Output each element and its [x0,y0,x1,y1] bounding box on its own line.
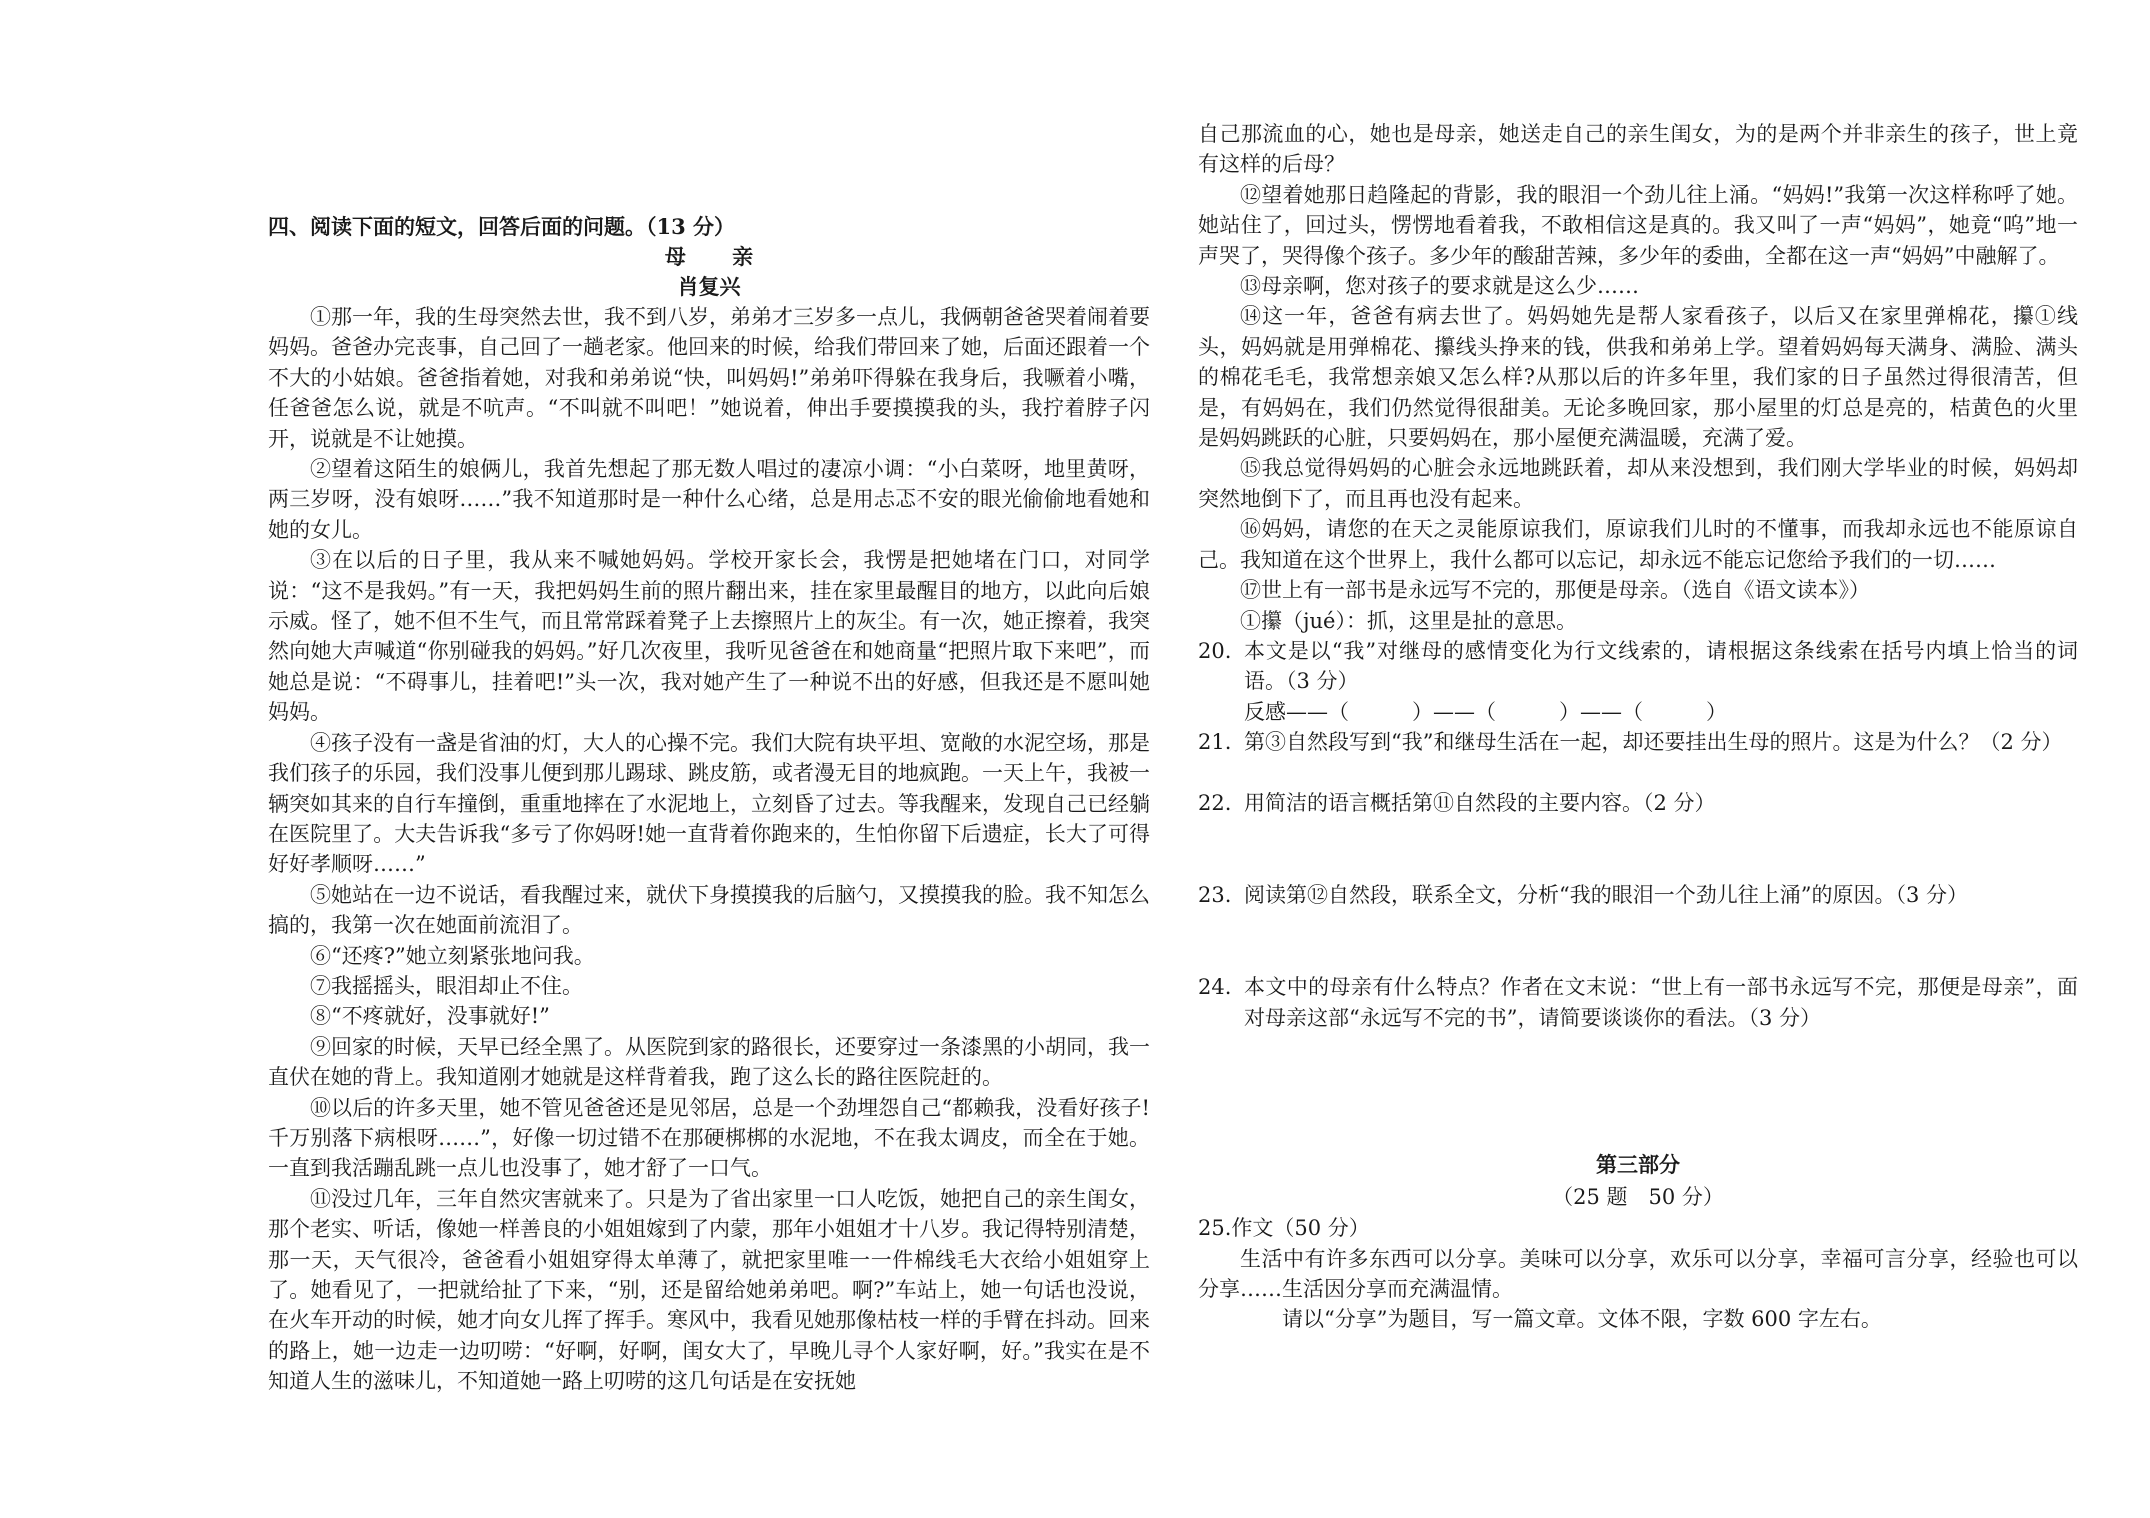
question-text: 第③自然段写到“我”和继母生活在一起，却还要挂出生母的照片。这是为什么？（2 分） [1244,730,2063,755]
paragraph: ⑬母亲啊，您对孩子的要求就是这么少…… [1240,274,1639,299]
paragraph: ⑰世上有一部书是永远写不完的，那便是母亲。（选自《语文读本》） [1240,578,1870,603]
question-number: 20. [1198,638,1232,663]
question-21 [1198,727,2078,757]
answer-space[interactable] [1198,758,2078,788]
question-20 [1198,636,2078,697]
paragraph: ⑧“不疼就好，没事就好!” [310,1004,550,1029]
answer-space[interactable] [1198,910,2078,972]
footnote: ①攥（jué）：抓，这里是扯的意思。 [1240,608,1577,633]
paragraph: ⑩以后的许多天里，她不管见爸爸还是见邻居，总是一个劲埋怨自己“都赖我，没看好孩子!千万别落下病根呀……”，好像一切过错不在那硬梆梆的水泥地，不在我太调皮，而全在于她。一直到我活蹦乱跳一点儿也没事了，她才舒了一口气。 [268,1095,1150,1181]
section-heading: 四、阅读下面的短文，回答后面的问题。（13 分） [268,214,736,239]
paragraph: ①那一年，我的生母突然去世，我不到八岁，弟弟才三岁多一点儿，我俩朝爸爸哭着闹着要妈妈。爸爸办完丧事，自己回了一趟老家。他回来的时候，给我们带回来了她，后面还跟着一个不大的小姑娘。爸爸指着她，对我和弟弟说“快，叫妈妈!”弟弟吓得躲在我身后，我噘着小嘴，任爸爸怎么说，就是不吭声。“不叫就不叫吧！”她说着，伸出手要摸摸我的头，我拧着脖子闪开，说就是不让她摸。 [268,305,1150,451]
answer-space[interactable] [1198,1033,2078,1149]
part3-title: 第三部分 [1596,1152,1680,1178]
answer-blanks [1198,697,2078,727]
essay-prompt: 生活中有许多东西可以分享。美味可以分享，欢乐可以分享，幸福可言分享，经验也可以分享……生活因分享而充满温情。 [1198,1246,2078,1301]
question-text: 阅读第⑫自然段，联系全文，分析“我的眼泪一个劲儿往上涌”的原因。（3 分） [1244,882,1969,907]
question-24 [1198,972,2078,1033]
paragraph: ⑪没过几年，三年自然灾害就来了。只是为了省出家里一口人吃饭，她把自己的亲生闺女，那个老实、听话，像她一样善良的小姐姐嫁到了内蒙，那年小姐姐才十八岁。我记得特别清楚，那一天，天气很冷，爸爸看小姐姐穿得太单薄了，就把家里唯一一件棉线毛大衣给小姐姐穿上了。她看见了，一把就给扯了下来，“别，还是留给她弟弟吧。啊?”车站上，她一句话也没说，在火车开动的时候，她才向女儿挥了挥手。寒风中，我看见她那像枯枝一样的手臂在抖动。回来的路上，她一边走一边叨唠：“好啊，好啊，闺女大了，早晚儿寻个人家好啊，好。”我实在是不知道人生的滋味儿，不知道她一路上叨唠的这几句话是在安抚她 [268,1186,1150,1394]
question-text: 用简洁的语言概括第⑪自然段的主要内容。（2 分） [1244,790,1716,815]
question-number: 24. [1198,975,1232,1000]
paragraph: ③在以后的日子里，我从来不喊她妈妈。学校开家长会，我愣是把她堵在门口，对同学说：“这不是我妈。”有一天，我把妈妈生前的照片翻出来，挂在家里最醒目的地方，以此向后娘示威。怪了，她不但不生气，而且常常踩着凳子上去擦照片上的灰尘。有一次，她正擦着，我突然向她大声喊道“你别碰我的妈妈。”好几次夜里，我听见爸爸在和她商量“把照片取下来吧”，而她总是说：“不碍事儿，挂着吧!”头一次，我对她产生了一种说不出的好感，但我还是不愿叫她妈妈。 [268,548,1150,725]
question-number: 23. [1198,882,1232,907]
question-text: 本文是以“我”对继母的感情变化为行文线索的，请根据这条线索在括号内填上恰当的词语。（3 分） [1244,638,2078,694]
paragraph: ⑨回家的时候，天早已经全黑了。从医院到家的路很长，还要穿过一条漆黑的小胡同，我一直伏在她的背上。我知道刚才她就是这样背着我，跑了这么长的路往医院赶的。 [268,1034,1150,1090]
article-author: 肖复兴 [677,274,741,299]
question-text: 本文中的母亲有什么特点？作者在文末说：“世上有一部书永远写不完，那便是母亲”，面对母亲这部“永远写不完的书”，请简要谈谈你的看法。（3 分） [1244,975,2078,1030]
paragraph: ④孩子没有一盏是省油的灯，大人的心操不完。我们大院有块平坦、宽敞的水泥空场，那是我们孩子的乐园，我们没事儿便到那儿踢球、跳皮筋，或者漫无目的地疯跑。一天上午，我被一辆突如其来的自行车撞倒，重重地摔在了水泥地上，立刻昏了过去。等我醒来，发现自己已经躺在医院里了。大夫告诉我“多亏了你妈呀!她一直背着你跑来的，生怕你留下后遗症，长大了可得好好孝顺呀……” [268,730,1150,877]
paragraph: ⑦我摇摇头，眼泪却止不住。 [310,973,583,998]
part3-subtitle: （25 题 50 分） [1552,1185,1724,1210]
question-22 [1198,788,2078,818]
paragraph: ⑮我总觉得妈妈的心脏会永远地跳跃着，却从来没想到，我们刚大学毕业的时候，妈妈却突然地倒下了，而且再也没有起来。 [1198,456,2078,511]
answer-line[interactable]: 反感——（ ）——（ ）——（ ） [1244,699,1727,724]
question-23 [1198,880,2078,910]
right-column [1198,119,2078,1335]
paragraph: 自己那流血的心，她也是母亲，她送走自己的亲生闺女，为的是两个并非亲生的孩子，世上竟有这样的后母？ [1198,122,2078,177]
paragraph: ⑤她站在一边不说话，看我醒过来，就伏下身摸摸我的后脑勺，又摸摸我的脸。我不知怎么搞的，我第一次在她面前流泪了。 [268,882,1150,938]
paragraph: ②望着这陌生的娘俩儿，我首先想起了那无数人唱过的凄凉小调：“小白菜呀，地里黄呀，两三岁呀，没有娘呀……”我不知道那时是一种什么心绪，总是用忐忑不安的眼光偷偷地看她和她的女儿。 [268,457,1150,542]
essay-instruction: 请以“分享”为题目，写一篇文章。文体不限，字数 600 字左右。 [1282,1307,1882,1332]
question-25-label: 25.作文（50 分） [1198,1216,1370,1241]
left-column [268,212,1150,1397]
paragraph: ⑥“还疼?”她立刻紧张地问我。 [310,943,595,968]
article-title: 母亲 [664,244,800,269]
paragraph: ⑯妈妈，请您的在天之灵能原谅我们，原谅我们儿时的不懂事，而我却永远也不能原谅自己。我知道在这个世界上，我什么都可以忘记，却永远不能忘记您给予我们的一切…… [1198,517,2078,572]
question-number: 21. [1198,730,1232,755]
paragraph: ⑫望着她那日趋隆起的背影，我的眼泪一个劲儿往上涌。“妈妈!”我第一次这样称呼了她。她站住了，回过头，愣愣地看着我，不敢相信这是真的。我又叫了一声“妈妈”，她竟“呜”地一声哭了，哭得像个孩子。多少年的酸甜苦辣，多少年的委曲，全都在这一声“妈妈”中融解了。 [1198,182,2078,268]
paragraph: ⑭这一年，爸爸有病去世了。妈妈她先是帮人家看孩子，以后又在家里弹棉花，攥①线头，妈妈就是用弹棉花、攥线头挣来的钱，供我和弟弟上学。望着妈妈每天满身、满脸、满头的棉花毛毛，我常想亲娘又怎么样?从那以后的许多年里，我们家的日子虽然过得很清苦，但是，有妈妈在，我们仍然觉得很甜美。无论多晚回家，那小屋里的灯总是亮的，桔黄色的火里是妈妈跳跃的心脏，只要妈妈在，那小屋便充满温暖，充满了爱。 [1198,304,2078,451]
answer-space[interactable] [1198,818,2078,880]
question-number: 22. [1198,790,1232,815]
